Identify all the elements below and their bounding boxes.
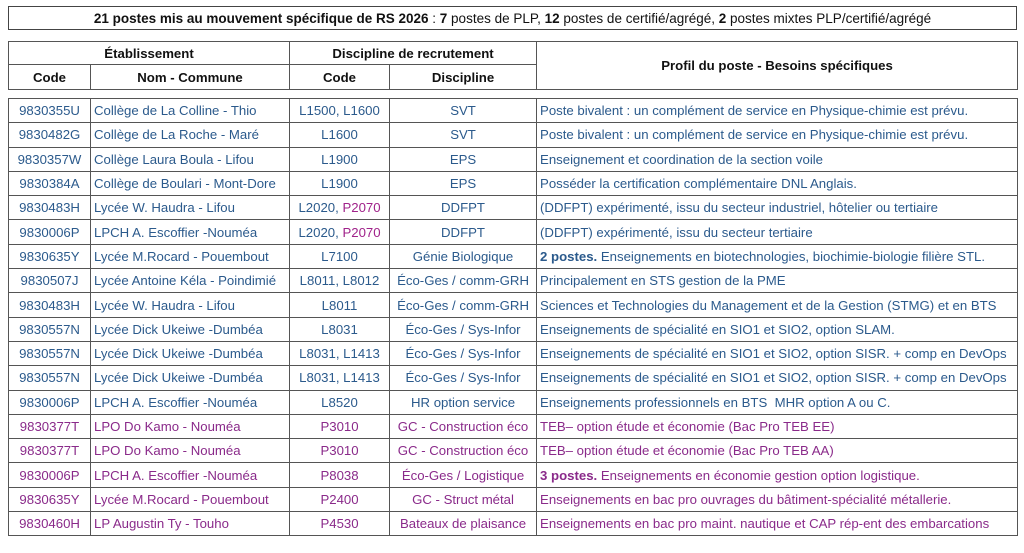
etablissement-code: 9830355U (9, 99, 91, 123)
discipline-code-part: L8011, L8012 (299, 273, 380, 289)
profil-text-part: 3 postes. (540, 467, 598, 483)
discipline-name: Éco-Ges / comm-GRH (390, 269, 537, 293)
profil-poste (537, 269, 1018, 293)
summary-banner (8, 6, 1017, 30)
profil-poste (537, 244, 1018, 268)
discipline-name: Éco-Ges / Sys-Infor (390, 341, 537, 365)
etablissement-nom: LPCH A. Escoffier -Nouméa (91, 390, 290, 414)
profil-text-part: Sciences et Technologies du Management et de la Gestion (STMG) et en BTS (540, 297, 997, 313)
profil-text-part: 2 postes. (540, 248, 598, 264)
profil-text-part: Enseignements en bac pro maint. nautique et CAP rép-ent des embarcations (540, 516, 990, 532)
profil-text-part: Enseignements en bac pro ouvrages du bâtiment-spécialité métallerie. (540, 491, 952, 507)
profil-text-part: TEB– option étude et économie (Bac Pro TEB EE) (540, 419, 835, 434)
table-row (9, 269, 1018, 293)
etablissement-code: 9830006P (9, 220, 91, 244)
discipline-code-part: L8031, L1413 (299, 346, 380, 362)
table-row (9, 99, 1018, 123)
profil-poste (537, 463, 1018, 487)
etablissement-code: 9830483H (9, 293, 91, 317)
profil-poste (537, 147, 1018, 171)
header-discipline: Discipline (390, 65, 537, 90)
profil-poste (537, 220, 1018, 244)
profil-text-part: Posséder la certification complémentaire DNL Anglais. (540, 176, 857, 192)
table-row (9, 366, 1018, 390)
discipline-code-part: L2020, (298, 224, 343, 240)
banner-text-part: 7 (439, 10, 448, 26)
banner-text-part: : (428, 10, 440, 26)
discipline-code-part: L2020, (298, 200, 343, 216)
header-discipline-recrutement: Discipline de recrutement (290, 42, 537, 65)
etablissement-code: 9830557N (9, 341, 91, 365)
banner-text-part: 2 (718, 10, 727, 26)
header-etablissement: Établissement (9, 42, 290, 65)
profil-text-part: Enseignements de spécialité en SIO1 et SIO2, option SLAM. (540, 321, 895, 337)
profil-poste (537, 99, 1018, 123)
discipline-code (290, 123, 390, 147)
etablissement-nom: Collège de Boulari - Mont-Dore (91, 171, 290, 195)
discipline-code-part: L8031 (321, 321, 358, 337)
discipline-code (290, 220, 390, 244)
profil-poste (537, 196, 1018, 220)
etablissement-code: 9830635Y (9, 244, 91, 268)
profil-text-part: Enseignements en biotechnologies, biochimie-biologie filière STL. (597, 248, 985, 264)
discipline-name: SVT (390, 99, 537, 123)
etablissement-nom: Lycée W. Haudra - Lifou (91, 293, 290, 317)
table-row (9, 341, 1018, 365)
etablissement-nom: LPCH A. Escoffier -Nouméa (91, 220, 290, 244)
discipline-code (290, 512, 390, 536)
etablissement-nom: Collège de La Roche - Maré (91, 123, 290, 147)
table-row (9, 414, 1018, 438)
etablissement-nom: Lycée M.Rocard - Pouembout (91, 487, 290, 511)
profil-text-part: Enseignement et coordination de la section voile (540, 151, 824, 167)
table-row (9, 317, 1018, 341)
table-row (9, 293, 1018, 317)
postes-table (8, 41, 1018, 536)
etablissement-code: 9830635Y (9, 487, 91, 511)
discipline-name: Éco-Ges / comm-GRH (390, 293, 537, 317)
discipline-name: GC - Struct métal (390, 487, 537, 511)
etablissement-nom: LP Augustin Ty - Touho (91, 512, 290, 536)
profil-poste (537, 123, 1018, 147)
table-row (9, 147, 1018, 171)
table-row (9, 439, 1018, 463)
etablissement-nom: Lycée M.Rocard - Pouembout (91, 244, 290, 268)
discipline-code-part: P3010 (320, 419, 359, 434)
discipline-name: GC - Construction éco (390, 439, 537, 463)
discipline-name: Éco-Ges / Sys-Infor (390, 366, 537, 390)
discipline-name: Génie Biologique (390, 244, 537, 268)
profil-poste (537, 366, 1018, 390)
discipline-code (290, 439, 390, 463)
discipline-name: DDFPT (390, 220, 537, 244)
discipline-code-part: P2070 (342, 224, 381, 240)
etablissement-code: 9830006P (9, 390, 91, 414)
table-row (9, 123, 1018, 147)
etablissement-nom: Lycée W. Haudra - Lifou (91, 196, 290, 220)
etablissement-nom: LPO Do Kamo - Nouméa (91, 414, 290, 438)
discipline-code (290, 99, 390, 123)
header-code: Code (9, 65, 91, 90)
banner-text-part: 21 postes mis au mouvement spécifique de RS 2026 (93, 10, 429, 26)
etablissement-code: 9830357W (9, 147, 91, 171)
discipline-code-part: L8520 (321, 394, 358, 410)
discipline-code-part: L1500, L1600 (299, 103, 380, 119)
discipline-code-part: L8011 (321, 297, 358, 313)
profil-poste (537, 414, 1018, 438)
etablissement-nom: Collège Laura Boula - Lifou (91, 147, 290, 171)
table-row (9, 487, 1018, 511)
etablissement-code: 9830377T (9, 439, 91, 463)
spacer-row (9, 90, 1018, 99)
discipline-code-part: L1600 (321, 127, 358, 143)
etablissement-nom: LPO Do Kamo - Nouméa (91, 439, 290, 463)
discipline-code-part: P2070 (342, 200, 381, 216)
etablissement-code: 9830483H (9, 196, 91, 220)
profil-text-part: (DDFPT) expérimenté, issu du secteur industriel, hôtelier ou tertiaire (540, 200, 939, 216)
etablissement-code: 9830482G (9, 123, 91, 147)
banner-text-part: 12 (544, 10, 560, 26)
table-row (9, 390, 1018, 414)
discipline-name: EPS (390, 147, 537, 171)
profil-poste (537, 512, 1018, 536)
table-row (9, 220, 1018, 244)
profil-poste (537, 171, 1018, 195)
etablissement-code: 9830377T (9, 414, 91, 438)
discipline-code-part: L8031, L1413 (299, 370, 380, 386)
discipline-code (290, 244, 390, 268)
banner-text-part: postes de certifié/agrégé, (559, 10, 719, 26)
profil-text-part: Enseignements en économie gestion option logistique. (597, 467, 920, 483)
discipline-code-part: L7100 (321, 248, 358, 264)
discipline-code-part: L1900 (321, 151, 358, 167)
discipline-code (290, 366, 390, 390)
etablissement-code: 9830460H (9, 512, 91, 536)
discipline-name: GC - Construction éco (390, 414, 537, 438)
profil-poste (537, 390, 1018, 414)
etablissement-code: 9830557N (9, 317, 91, 341)
profil-poste (537, 293, 1018, 317)
discipline-code (290, 317, 390, 341)
profil-text-part: TEB– option étude et économie (Bac Pro TEB AA) (540, 443, 834, 459)
profil-text-part: Enseignements de spécialité en SIO1 et SIO2, option SISR. + comp en DevOps (540, 370, 1007, 386)
discipline-code (290, 293, 390, 317)
discipline-name: EPS (390, 171, 537, 195)
etablissement-nom: Lycée Dick Ukeiwe -Dumbéa (91, 317, 290, 341)
profil-poste (537, 439, 1018, 463)
etablissement-nom: Lycée Antoine Kéla - Poindimié (91, 269, 290, 293)
header-profil: Profil du poste - Besoins spécifiques (537, 42, 1018, 90)
discipline-name: Éco-Ges / Logistique (390, 463, 537, 487)
header-nom-commune: Nom - Commune (91, 65, 290, 90)
discipline-name: Éco-Ges / Sys-Infor (390, 317, 537, 341)
profil-text-part: Enseignements de spécialité en SIO1 et SIO2, option SISR. + comp en DevOps (540, 346, 1007, 362)
profil-text-part: Poste bivalent : un complément de service en Physique-chimie est prévu. (540, 103, 969, 119)
etablissement-code: 9830557N (9, 366, 91, 390)
table-row (9, 244, 1018, 268)
banner-text-part: postes mixtes PLP/certifié/agrégé (726, 10, 932, 26)
discipline-code (290, 171, 390, 195)
discipline-code (290, 269, 390, 293)
discipline-code (290, 463, 390, 487)
discipline-code (290, 487, 390, 511)
table-row (9, 171, 1018, 195)
etablissement-code: 9830384A (9, 171, 91, 195)
discipline-code-part: L1900 (321, 176, 358, 192)
discipline-name: Bateaux de plaisance (390, 512, 537, 536)
banner-text-part: postes de PLP, (447, 10, 545, 26)
profil-text-part: Enseignements professionnels en BTS MHR option A ou C. (540, 394, 891, 410)
discipline-code (290, 341, 390, 365)
discipline-name: HR option service (390, 390, 537, 414)
etablissement-code: 9830507J (9, 269, 91, 293)
profil-text-part: (DDFPT) expérimenté, issu du secteur tertiaire (540, 224, 813, 240)
profil-poste (537, 341, 1018, 365)
discipline-name: DDFPT (390, 196, 537, 220)
discipline-code-part: P8038 (320, 467, 359, 483)
table-row (9, 196, 1018, 220)
profil-text-part: Poste bivalent : un complément de service en Physique-chimie est prévu. (540, 127, 969, 143)
etablissement-nom: Lycée Dick Ukeiwe -Dumbéa (91, 341, 290, 365)
discipline-code (290, 196, 390, 220)
discipline-code (290, 414, 390, 438)
discipline-code-part: P4530 (320, 516, 359, 532)
discipline-code (290, 147, 390, 171)
etablissement-nom: Lycée Dick Ukeiwe -Dumbéa (91, 366, 290, 390)
etablissement-nom: Collège de La Colline - Thio (91, 99, 290, 123)
header-discipline-code: Code (290, 65, 390, 90)
discipline-code-part: P3010 (320, 443, 359, 459)
profil-poste (537, 317, 1018, 341)
profil-text-part: Principalement en STS gestion de la PME (540, 273, 786, 289)
profil-poste (537, 487, 1018, 511)
table-row (9, 463, 1018, 487)
discipline-code (290, 390, 390, 414)
table-row (9, 512, 1018, 536)
discipline-code-part: P2400 (320, 491, 359, 507)
etablissement-nom: LPCH A. Escoffier -Nouméa (91, 463, 290, 487)
discipline-name: SVT (390, 123, 537, 147)
etablissement-code: 9830006P (9, 463, 91, 487)
